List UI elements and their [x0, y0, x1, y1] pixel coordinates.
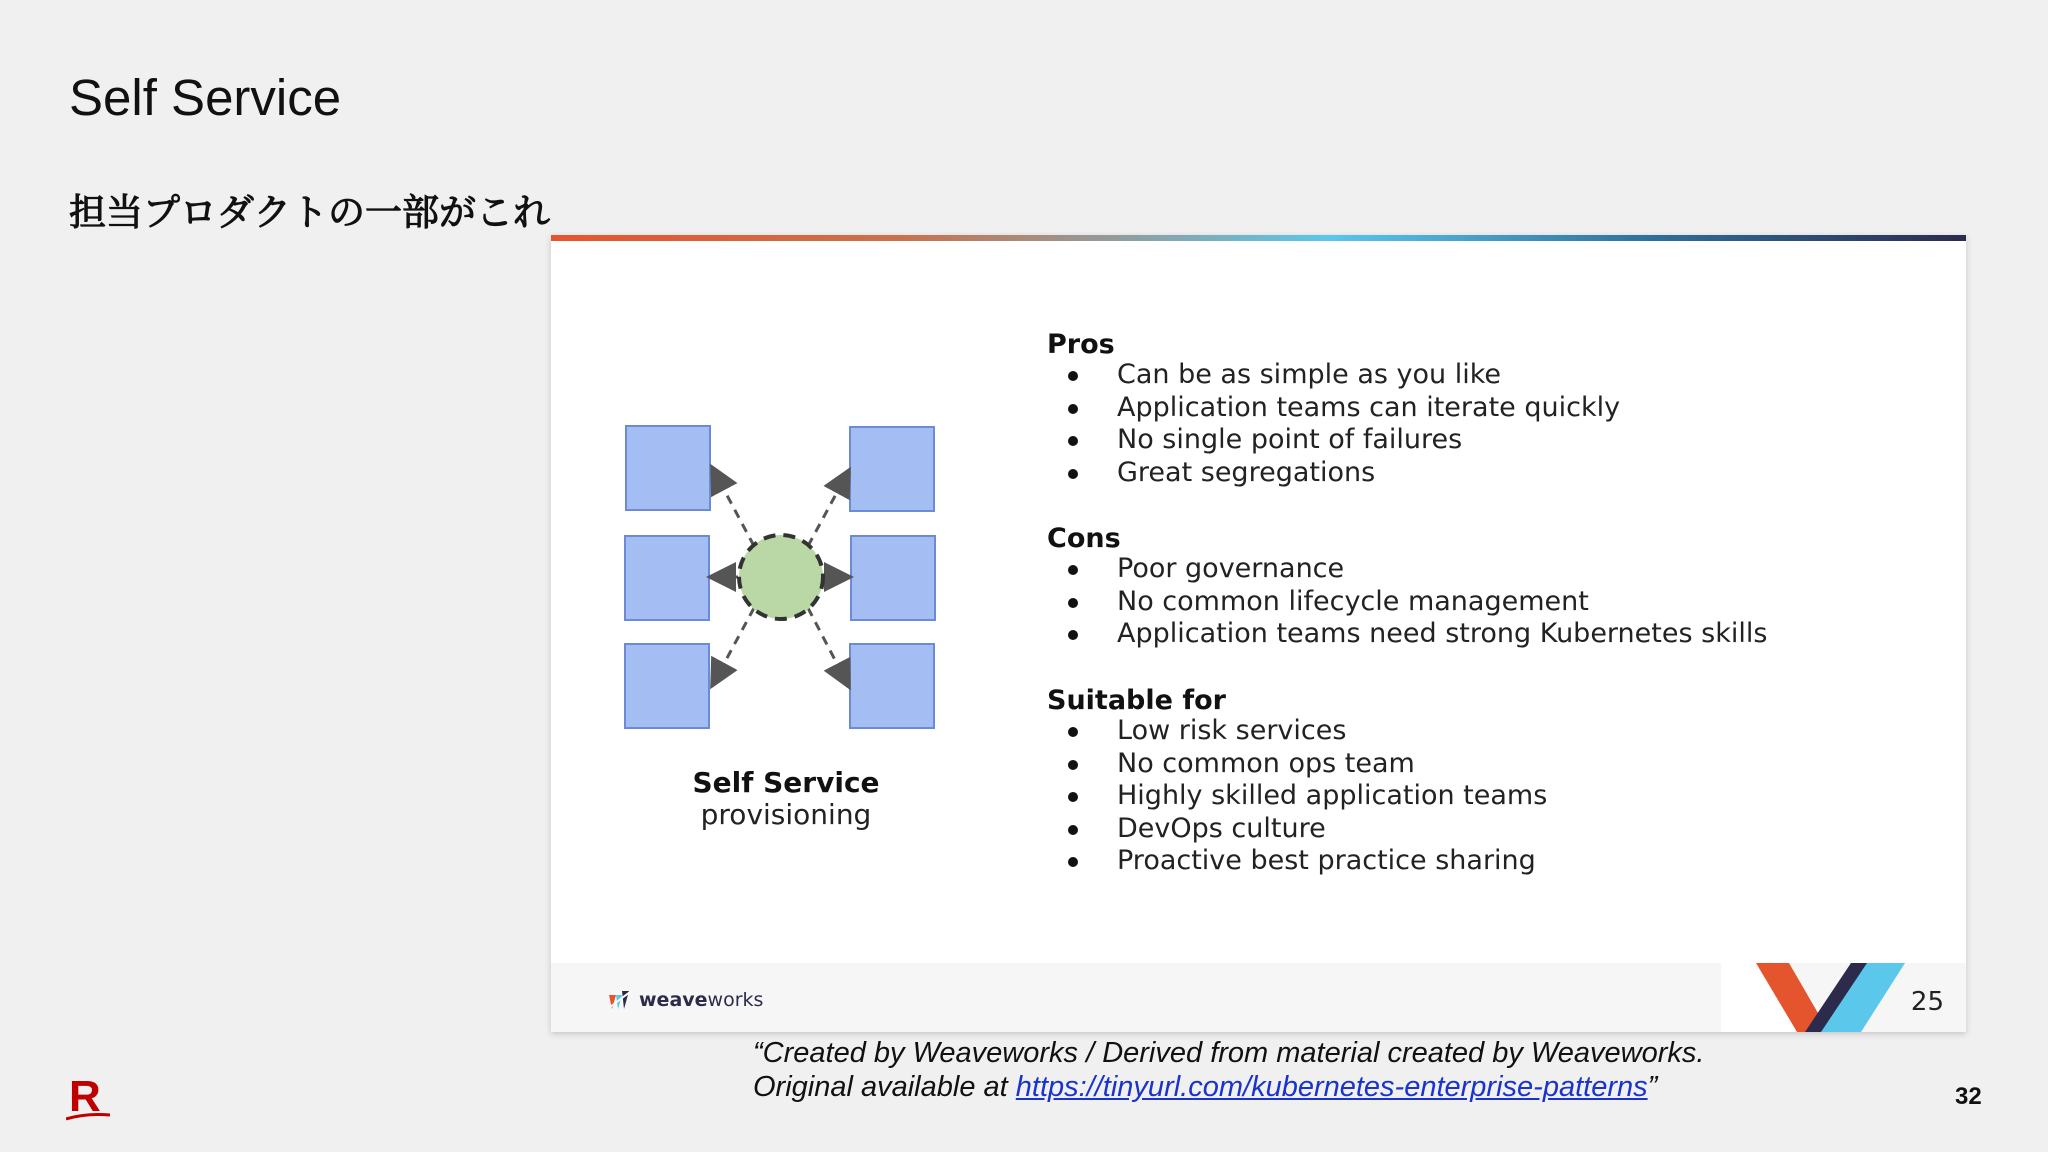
hub-circle: [739, 535, 823, 619]
attribution-line-1: “Created by Weaveworks / Derived from material created by Weaveworks.: [753, 1037, 1705, 1069]
list-item: Poor governance: [1047, 553, 1767, 586]
bullet-icon: [1068, 825, 1078, 835]
list-item: Proactive best practice sharing: [1047, 845, 1547, 878]
bullet-icon: [1068, 727, 1078, 737]
page-number: 32: [1955, 1083, 1982, 1110]
arrow-top-right: [808, 472, 848, 546]
suitable-list: [1047, 715, 1547, 878]
box-middle-right: [851, 536, 935, 620]
list-item: Application teams can iterate quickly: [1047, 392, 1620, 425]
list-item: Application teams need strong Kubernetes skills: [1047, 618, 1767, 651]
list-item: DevOps culture: [1047, 813, 1547, 846]
pros-heading: Pros: [1047, 329, 1115, 360]
embedded-footer: [551, 963, 1966, 1032]
diagram-caption-title: Self Service: [692, 766, 880, 799]
svg-text:R: R: [69, 1075, 101, 1121]
cons-list: [1047, 553, 1767, 651]
list-item: Low risk services: [1047, 715, 1547, 748]
box-top-left: [626, 426, 710, 510]
weaveworks-logo: weaveworks: [607, 987, 763, 1013]
bullet-icon: [1068, 598, 1078, 608]
list-item: No common ops team: [1047, 748, 1547, 781]
bullet-icon: [1068, 630, 1078, 640]
box-bottom-left: [625, 644, 709, 728]
list-item: No single point of failures: [1047, 424, 1620, 457]
attribution: [753, 1036, 1704, 1104]
bullet-icon: [1068, 565, 1078, 575]
arrow-top-left: [713, 469, 754, 546]
embedded-slide: [551, 235, 1966, 1032]
diagram-caption-subtitle: provisioning: [700, 798, 872, 831]
box-bottom-right: [850, 644, 934, 728]
list-item: Can be as simple as you like: [1047, 359, 1620, 392]
box-top-right: [850, 427, 934, 511]
arrow-bottom-left: [713, 608, 754, 684]
bullet-icon: [1068, 436, 1078, 446]
embedded-page-number: 25: [1910, 987, 1944, 1017]
list-item: No common lifecycle management: [1047, 586, 1767, 619]
weaveworks-w-graphic: [1721, 963, 1931, 1032]
box-middle-left: [625, 536, 709, 620]
pros-list: [1047, 359, 1620, 489]
bullet-icon: [1068, 857, 1078, 867]
list-item: Highly skilled application teams: [1047, 780, 1547, 813]
bullet-icon: [1068, 404, 1078, 414]
bullet-icon: [1068, 792, 1078, 802]
arrow-bottom-right: [808, 608, 848, 685]
attribution-line-2: Original available at https://tinyurl.com/kubernetes-enterprise-patterns”: [753, 1071, 1658, 1103]
weaveworks-mark-icon: [607, 987, 633, 1013]
rakuten-logo-icon: [66, 1075, 112, 1123]
suitable-heading: Suitable for: [1047, 685, 1226, 716]
slide-title: Self Service: [69, 69, 342, 126]
cons-heading: Cons: [1047, 523, 1121, 554]
bullet-icon: [1068, 371, 1078, 381]
bullet-icon: [1068, 469, 1078, 479]
source-link[interactable]: https://tinyurl.com/kubernetes-enterprise-patterns: [1015, 1071, 1648, 1103]
slide-subtitle: 担当プロダクトの一部がこれ: [69, 191, 550, 234]
bullet-icon: [1068, 760, 1078, 770]
list-item: Great segregations: [1047, 457, 1620, 490]
